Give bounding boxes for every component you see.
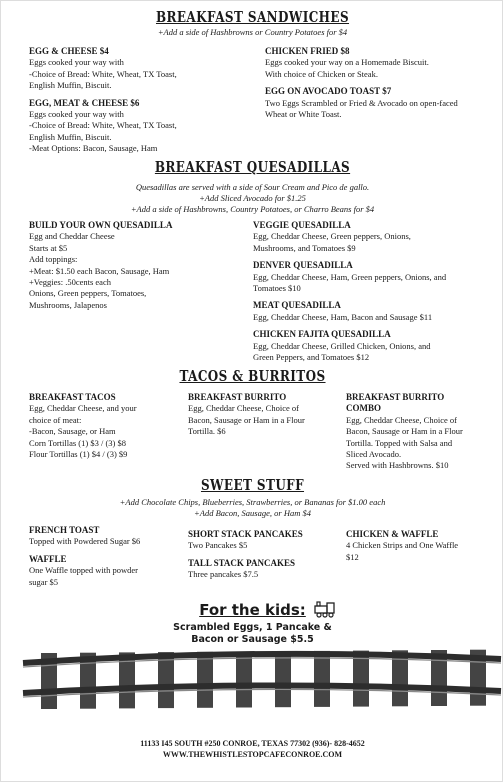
menu-item-description: Egg, Cheddar Cheese, Ham, Bacon and Sausage $11 [253, 311, 433, 322]
sweet-column-2 [188, 529, 340, 587]
menu-item-chicken-fajita-quesadilla [253, 329, 497, 363]
menu-item-description: Two Pancakes $5 [188, 540, 248, 551]
menu-item-description: One Waffle topped with powder sugar $5 [29, 565, 139, 587]
sandwiches-right-column [265, 46, 495, 126]
sandwiches-title: BREAKFAST SANDWICHES [155, 8, 350, 26]
menu-item-name: SHORT STACK PANCAKES [188, 529, 303, 539]
railroad-tie [275, 651, 291, 707]
kids-title: For the kids: [199, 601, 306, 619]
menu-item-breakfast-tacos [29, 392, 181, 460]
menu-item-name: DENVER QUESADILLA [253, 260, 353, 271]
footer-address: 11133 I45 SOUTH #250 CONROE, TEXAS 77302 (936)- 828-4652 [140, 739, 365, 748]
tacos-title: TACOS & BURRITOS [179, 367, 326, 385]
menu-item-description: Egg, Cheddar Cheese, Grilled Chicken, Onions, and Green Peppers, and Tomatoes $12 [253, 340, 431, 363]
sweet-note-2: +Add Bacon, Sausage, or Ham $4 [194, 508, 311, 518]
train-icon [313, 600, 337, 618]
menu-item-build-your-own-quesadilla [29, 220, 249, 311]
menu-item-name: EGG & CHEESE $4 [29, 46, 109, 56]
menu-item-description: Egg, Cheddar Cheese, Choice of Bacon, Sausage or Ham in a Flour Tortilla. Topped with Salsa and Sliced Avocado. Served with Hashbrowns. $10 [346, 414, 463, 471]
tacos-column-2 [188, 392, 340, 444]
menu-item-description: Eggs cooked your way with -Choice of Bread: White, Wheat, TX Toast, English Muffin, Biscuit. -Meat Options: Bacon, Sausage, Ham [29, 109, 177, 154]
sandwiches-left-column [29, 46, 259, 161]
menu-item-description: Three pancakes $7.5 [188, 569, 259, 580]
menu-item-chicken-waffle [346, 529, 498, 563]
menu-item-french-toast [29, 525, 181, 548]
menu-item-short-stack-pancakes [188, 529, 340, 552]
sandwiches-note: +Add a side of Hashbrowns or Country Potatoes for $4 [157, 27, 348, 37]
sweet-column-1 [29, 525, 181, 594]
quesadillas-header [1, 158, 503, 215]
menu-item-description: Egg, Cheddar Cheese, Green peppers, Onions, Mushrooms, and Tomatoes $9 [253, 231, 411, 253]
footer-website[interactable]: WWW.THEWHISTLESTOPCAFECONROE.COM [162, 750, 343, 759]
menu-item-name: WAFFLE [29, 553, 67, 564]
menu-item-name: TALL STACK PANCAKES [188, 557, 296, 568]
menu-item-description: Egg and Cheddar Cheese Starts at $5 Add toppings: +Meat: $1.50 each Bacon, Sausage, Ham +Veggies: .50cents each Onions, Green peppers, Tomatoes, Mushrooms, Jalapenos [29, 231, 170, 310]
menu-item-description: Two Eggs Scrambled or Fried & Avocado on open-faced Wheat or White Toast. [265, 97, 458, 120]
menu-item-denver-quesadilla [253, 260, 497, 294]
sweet-note-1: +Add Chocolate Chips, Blueberries, Strawberries, or Bananas for $1.00 each [119, 497, 386, 507]
menu-item-name: MEAT QUESADILLA [253, 300, 341, 311]
menu-item-description: Eggs cooked your way with -Choice of Bread: White, Wheat, TX Toast, English Muffin, Biscuit. [29, 57, 177, 91]
menu-item-name: VEGGIE QUESADILLA [253, 220, 351, 230]
train-tracks [1, 649, 503, 729]
railroad-tie [197, 652, 213, 708]
menu-item-name: BREAKFAST BURRITO [188, 392, 287, 402]
menu-item-breakfast-burrito [188, 392, 340, 438]
menu-item-name: EGG, MEAT & CHEESE $6 [29, 97, 140, 108]
menu-item-name: CHICKEN & WAFFLE [346, 529, 439, 539]
menu-item-name: FRENCH TOAST [29, 525, 100, 535]
menu-item-name: BUILD YOUR OWN QUESADILLA [29, 220, 173, 230]
quesadillas-left-column [29, 220, 249, 317]
menu-item-name: CHICKEN FAJITA QUESADILLA [253, 329, 391, 340]
menu-item-meat-quesadilla [253, 300, 497, 323]
menu-item-description: Egg, Cheddar Cheese, Ham, Green peppers, Onions, and Tomatoes $10 [253, 271, 447, 294]
tacos-header [1, 367, 503, 385]
menu-item-name: BREAKFAST TACOS [29, 392, 116, 402]
kids-section [1, 601, 503, 646]
tacos-column-3 [346, 392, 498, 478]
sweet-title: SWEET STUFF [200, 476, 305, 494]
railroad-tie [314, 651, 330, 707]
quesadillas-note-2: +Add Sliced Avocado for $1.25 [199, 193, 306, 203]
sweet-header [1, 476, 503, 519]
quesadillas-note-1: Quesadillas are served with a side of Sour Cream and Pico de gallo. [135, 182, 370, 192]
quesadillas-title: BREAKFAST QUESADILLAS [154, 158, 351, 176]
menu-item-egg-on-avocado-toast-7 [265, 86, 495, 120]
railroad-tie [236, 652, 252, 708]
sweet-column-3 [346, 529, 498, 569]
quesadillas-right-column [253, 220, 497, 369]
kids-description: Scrambled Eggs, 1 Pancake & Bacon or Sausage $5.5 [173, 622, 332, 645]
menu-item-chicken-fried-8 [265, 46, 495, 80]
menu-item-name: CHICKEN FRIED $8 [265, 46, 350, 56]
quesadillas-note-3: +Add a side of Hashbrowns, Country Potatoes, or Charro Beans for $4 [130, 204, 375, 214]
tacos-column-1 [29, 392, 181, 466]
menu-item-veggie-quesadilla [253, 220, 497, 254]
menu-item-name: EGG ON AVOCADO TOAST $7 [265, 86, 392, 97]
menu-item-waffle [29, 554, 181, 588]
menu-item-description: Eggs cooked your way on a Homemade Biscuit. With choice of Chicken or Steak. [265, 57, 429, 79]
menu-item-egg-meat-cheese-6 [29, 98, 259, 155]
footer [1, 738, 503, 760]
menu-item-breakfast-burrito-combo [346, 392, 498, 472]
menu-item-description: Egg, Cheddar Cheese, and your choice of meat: -Bacon, Sausage, or Ham Corn Tortillas (1) $3 / (3) $8 Flour Tortillas (1) $4 / (3) $9 [29, 403, 137, 460]
menu-item-description: Topped with Powdered Sugar $6 [29, 536, 141, 547]
sandwiches-header [1, 8, 503, 38]
menu-item-description: Egg, Cheddar Cheese, Choice of Bacon, Sausage or Ham in a Flour Tortilla. $6 [188, 403, 305, 437]
menu-item-description: 4 Chicken Strips and One Waffle $12 [346, 540, 459, 562]
menu-item-tall-stack-pancakes [188, 558, 340, 581]
menu-item-name: BREAKFAST BURRITO COMBO [346, 392, 445, 414]
menu-item-egg-cheese-4 [29, 46, 259, 92]
